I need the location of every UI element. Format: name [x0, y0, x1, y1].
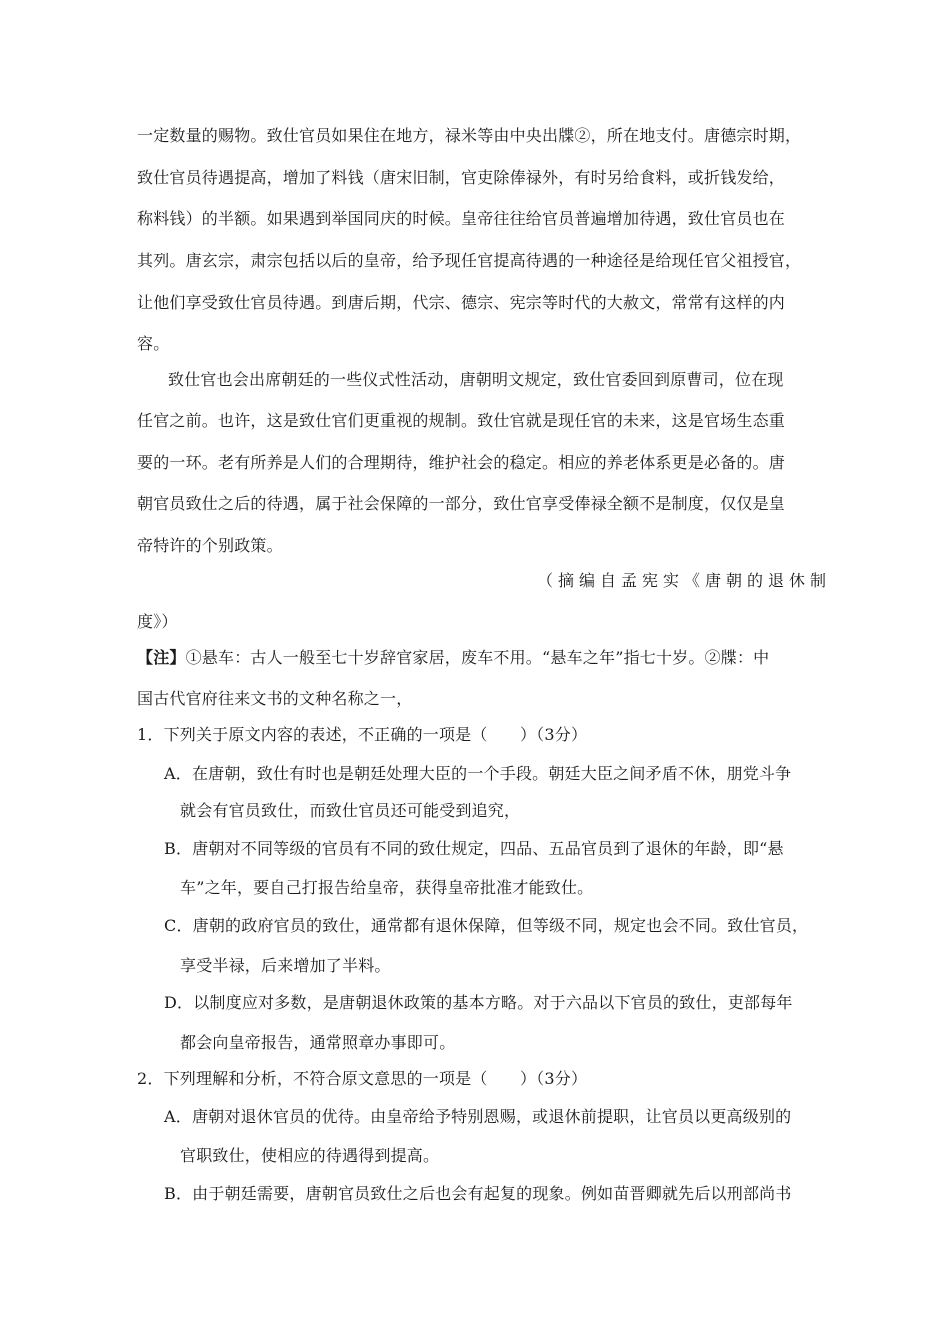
- q1-option-d-cont: 都会向皇帝报告，通常照章办事即可。: [180, 1033, 456, 1052]
- note-text: ①悬车：古人一般至七十岁辞官家居，废车不用。“悬车之年”指七十岁。②牒：中: [185, 648, 770, 667]
- note-line: [137, 648, 769, 668]
- passage-line: 称料钱）的半额。如果遇到举国同庆的时候。皇帝往往给官员普遍增加待遇，致仕官员也在: [137, 209, 786, 228]
- q1-option-c-cont: 享受半禄，后来增加了半料。: [180, 956, 391, 975]
- passage-line: 要的一环。老有所养是人们的合理期待，维护社会的稳定。相应的养老体系更是必备的。唐: [137, 453, 786, 472]
- passage-line: 容。: [137, 334, 170, 353]
- passage-line: 任官之前。也许，这是致仕官们更重视的规制。致仕官就是现任官的未来，这是官场生态重: [137, 411, 786, 430]
- q2-option-b: B．由于朝廷需要，唐朝官员致仕之后也会有起复的现象。例如苗晋卿就先后以刑部尚书: [164, 1184, 792, 1203]
- note-line-cont: 国古代官府往来文书的文种名称之一，: [137, 689, 413, 708]
- passage-line: 致仕官也会出席朝廷的一些仪式性活动，唐朝明文规定，致仕官委回到原曹司，位在现: [168, 370, 784, 389]
- passage-line: 致仕官员待遇提高，增加了料钱（唐宋旧制，官吏除俸禄外，有时另给食料，或折钱发给，: [137, 168, 786, 187]
- passage-line: 帝特许的个别政策。: [137, 536, 283, 555]
- q1-option-a: A．在唐朝，致仕有时也是朝廷处理大臣的一个手段。朝廷大臣之间矛盾不休，朋党斗争: [164, 764, 792, 783]
- note-tag: 【注】: [137, 648, 186, 667]
- q2-option-a: A．唐朝对退休官员的优待。由皇帝给予特别恩赐，或退休前提职，让官员以更高级别的: [164, 1107, 792, 1126]
- q1-option-b-cont: 车”之年，要自己打报告给皇帝，获得皇帝批准才能致仕。: [180, 878, 594, 897]
- question-1-stem: 1．下列关于原文内容的表述，不正确的一项是（ ）（3分）: [137, 725, 588, 744]
- q2-option-a-cont: 官职致仕，使相应的待遇得到提高。: [180, 1146, 440, 1165]
- q1-option-a-cont: 就会有官员致仕，而致仕官员还可能受到追究，: [180, 801, 521, 820]
- source-attribution: （摘编自孟宪实《唐朝的退休制: [537, 571, 832, 590]
- passage-line: 让他们享受致仕官员待遇。到唐后期，代宗、德宗、宪宗等时代的大赦文，常常有这样的内: [137, 293, 786, 312]
- q1-option-c: C．唐朝的政府官员的致仕，通常都有退休保障，但等级不同，规定也会不同。致仕官员，: [164, 916, 809, 935]
- q1-option-b: B．唐朝对不同等级的官员有不同的致仕规定，四品、五品官员到了退休的年龄，即“悬: [164, 839, 784, 858]
- question-2-stem: 2．下列理解和分析，不符合原文意思的一项是（ ）（3分）: [137, 1069, 588, 1088]
- source-attribution-cont: 度》）: [137, 612, 178, 631]
- passage-line: 其列。唐玄宗，肃宗包括以后的皇帝，给予现任官提高待遇的一种途径是给现任官父祖授官，: [137, 251, 802, 270]
- q1-option-d: D．以制度应对多数，是唐朝退休政策的基本方略。对于六品以下官员的致仕，吏部每年: [164, 993, 793, 1012]
- passage-line: 朝官员致仕之后的待遇，属于社会保障的一部分，致仕官享受俸禄全额不是制度，仅仅是皇: [137, 494, 786, 513]
- passage-line: 一定数量的赐物。致仕官员如果住在地方，禄米等由中央出牒②，所在地支付。唐德宗时期，: [137, 126, 802, 145]
